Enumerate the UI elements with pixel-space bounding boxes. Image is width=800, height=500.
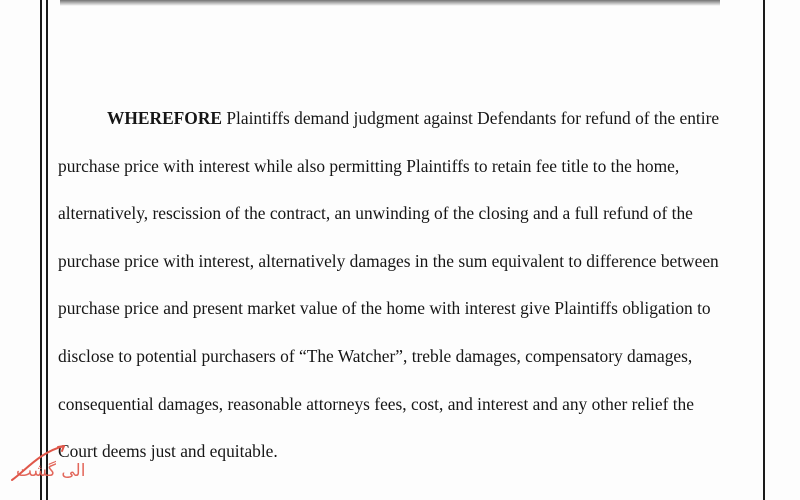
wherefore-lead-word: WHEREFORE: [107, 108, 222, 128]
top-scan-shadow: [60, 0, 720, 6]
paragraph-line-1: [58, 95, 760, 143]
paragraph-line-2: purchase price with interest while also permitting Plaintiffs to retain fee title to the home,: [58, 155, 680, 176]
paragraph-line-6: disclose to potential purchasers of “The Watcher”, treble damages, compensatory damages,: [58, 345, 693, 366]
paragraph-line-8: Court deems just and equitable.: [58, 441, 278, 462]
right-margin-rule: [763, 0, 765, 500]
svg-text:الی گشت: الی گشت: [16, 461, 86, 481]
left-margin-rule-inner: [46, 0, 48, 500]
site-logo-watermark: [6, 440, 86, 488]
paragraph-line-4: purchase price with interest, alternatively damages in the sum equivalent to difference between: [58, 250, 719, 271]
paragraph-line-7: consequential damages, reasonable attorneys fees, cost, and interest and any other relief the: [58, 393, 694, 414]
paragraph-line-1-text: Plaintiffs demand judgment against Defendants for refund of the entire: [226, 108, 720, 128]
paragraph-line-3: alternatively, rescission of the contract, an unwinding of the closing and a full refund of the: [58, 203, 693, 224]
left-margin-rule-outer: [40, 0, 42, 500]
wherefore-paragraph: [58, 95, 760, 476]
paragraph-line-5: purchase price and present market value of the home with interest give Plaintiffs obligation to: [58, 298, 711, 319]
